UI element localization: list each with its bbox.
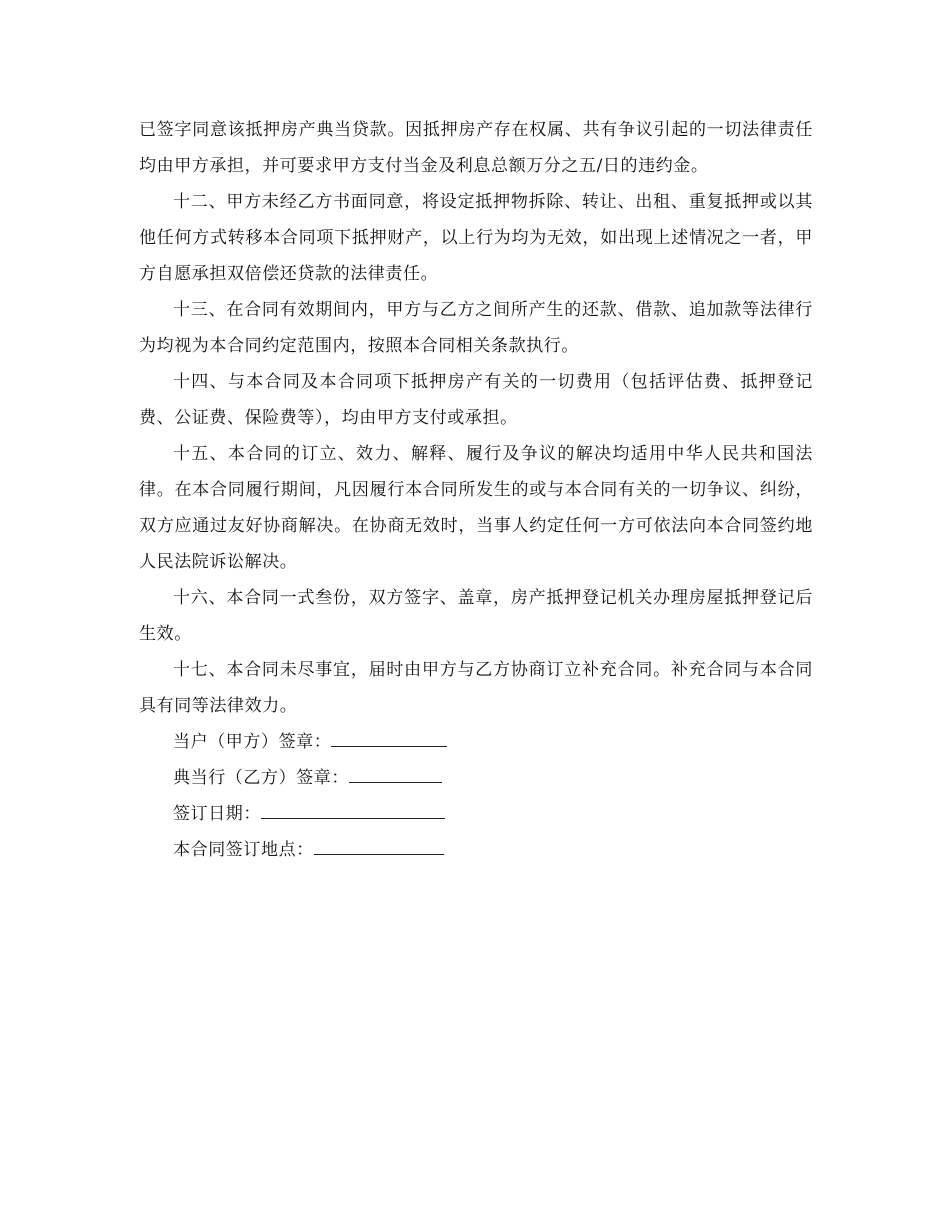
clause-17: 十七、本合同未尽事宜，届时由甲方与乙方协商订立补充合同。补充合同与本合同具有同等法律效力。 (139, 660, 813, 716)
party-a-signature-label: 当户（甲方）签章： (173, 732, 332, 752)
contract-body (139, 112, 813, 868)
party-a-signature-blank (331, 732, 447, 747)
party-b-signature-label: 典当行（乙方）签章： (173, 768, 349, 788)
signing-place-label: 本合同签订地点： (173, 840, 314, 860)
signing-place-line (139, 832, 813, 868)
clause-16: 十六、本合同一式叁份，双方签字、盖章，房产抵押登记机关办理房屋抵押登记后生效。 (139, 588, 813, 644)
signing-date-label: 签订日期： (173, 804, 261, 824)
clause-14: 十四、与本合同及本合同项下抵押房产有关的一切费用（包括评估费、抵押登记费、公证费、保险费等），均由甲方支付或承担。 (139, 372, 813, 428)
clause-12: 十二、甲方未经乙方书面同意，将设定抵押物拆除、转让、出租、重复抵押或以其他任何方式转移本合同项下抵押财产，以上行为均为无效，如出现上述情况之一者，甲方自愿承担双倍偿还贷款的法律责任。 (139, 192, 813, 284)
signing-date-blank (261, 804, 445, 819)
clause-11-continuation: 已签字同意该抵押房产典当贷款。因抵押房产存在权属、共有争议引起的一切法律责任均由甲方承担，并可要求甲方支付当金及利息总额万分之五/日的违约金。 (139, 120, 813, 176)
clause-13: 十三、在合同有效期间内，甲方与乙方之间所产生的还款、借款、追加款等法律行为均视为本合同约定范围内，按照本合同相关条款执行。 (139, 300, 813, 356)
clause-15: 十五、本合同的订立、效力、解释、履行及争议的解决均适用中华人民共和国法律。在本合同履行期间，凡因履行本合同所发生的或与本合同有关的一切争议、纠纷，双方应通过友好协商解决。在协商无效时，当事人约定任何一方可依法向本合同签约地人民法院诉讼解决。 (139, 444, 813, 572)
signing-place-blank (314, 840, 444, 855)
party-b-signature-blank (349, 768, 442, 783)
signing-date-line (139, 796, 813, 832)
party-a-signature-line (139, 724, 813, 760)
party-b-signature-line (139, 760, 813, 796)
